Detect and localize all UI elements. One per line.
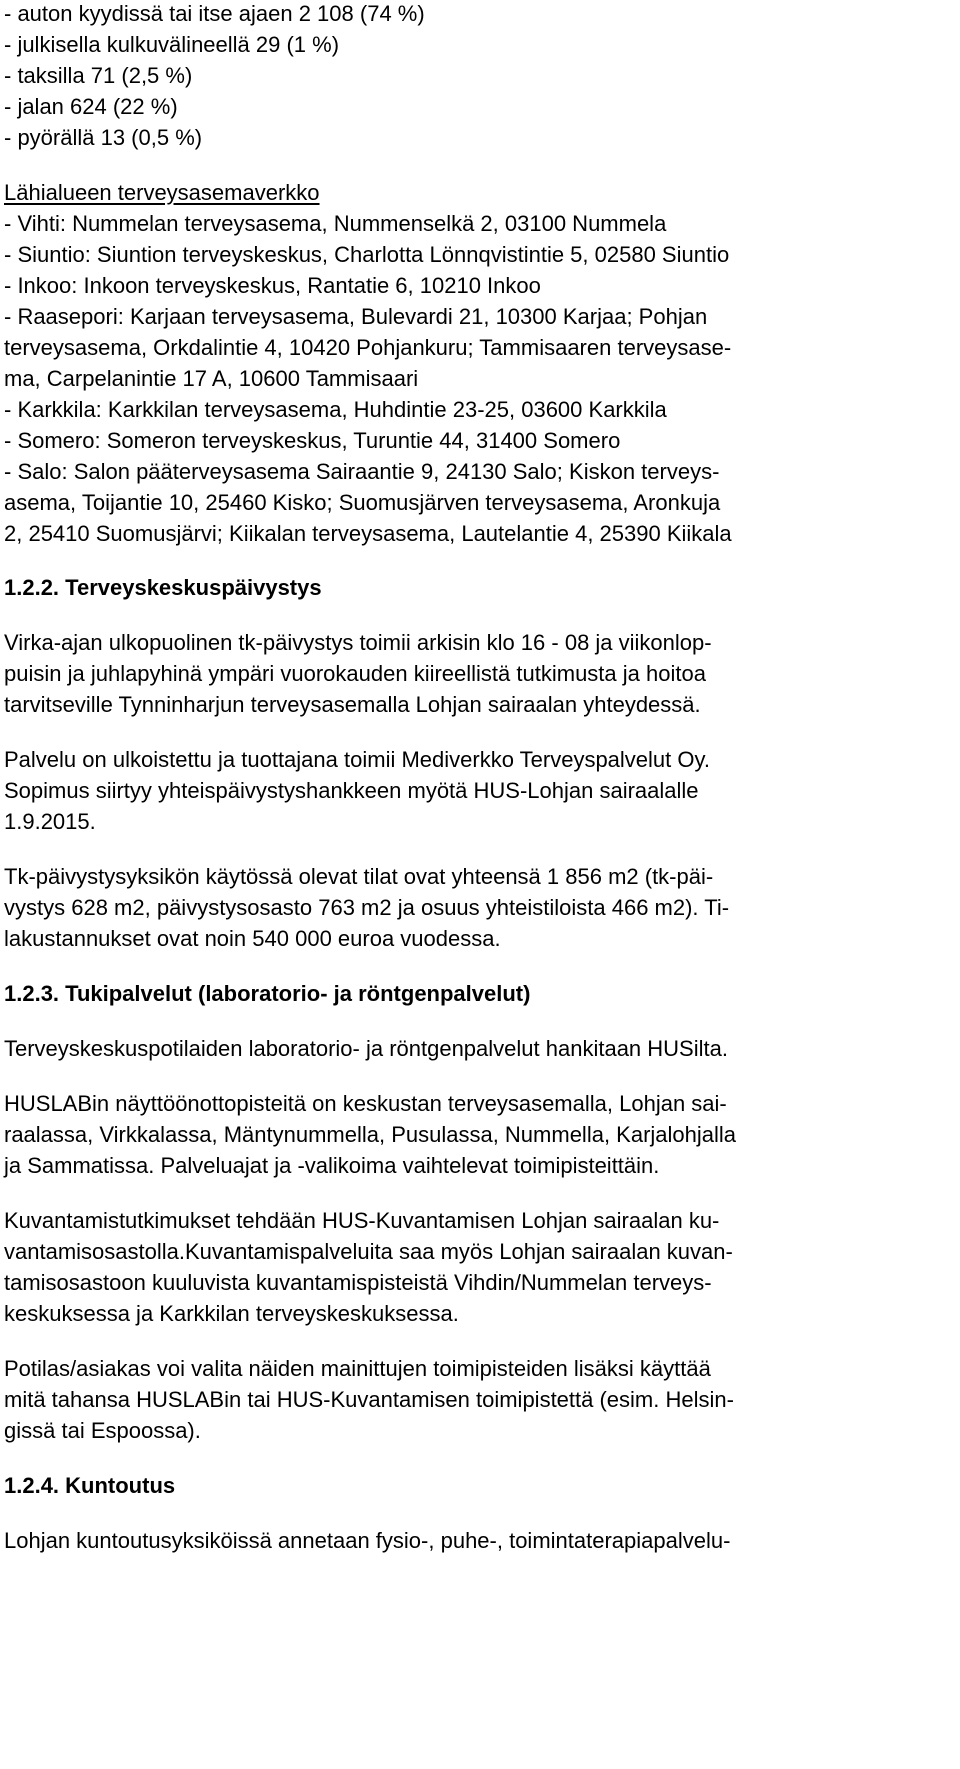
network-line: ma, Carpelanintie 17 A, 10600 Tammisaari — [4, 366, 419, 391]
network-line: - Vihti: Nummelan terveysasema, Nummenselkä 2, 03100 Nummela — [4, 211, 667, 236]
section-heading-1-2-4: 1.2.4. Kuntoutus — [4, 1473, 176, 1498]
section-heading-1-2-3: 1.2.3. Tukipalvelut (laboratorio- ja röntgenpalvelut) — [4, 981, 531, 1006]
paragraph-line: puisin ja juhlapyhinä ympäri vuorokauden kiireellistä tutkimusta ja hoitoa — [4, 661, 706, 686]
paragraph-line: vystys 628 m2, päivystysosasto 763 m2 ja osuus yhteistiloista 466 m2). Ti- — [4, 895, 730, 920]
paragraph-line: Terveyskeskuspotilaiden laboratorio- ja röntgenpalvelut hankitaan HUSilta. — [4, 1036, 728, 1061]
network-line: - Salo: Salon pääterveysasema Sairaantie 9, 24130 Salo; Kiskon terveys- — [4, 459, 720, 484]
paragraph-line: Potilas/asiakas voi valita näiden mainittujen toimipisteiden lisäksi käyttää — [4, 1356, 711, 1381]
network-line: 2, 25410 Suomusjärvi; Kiikalan terveysasema, Lautelantie 4, 25390 Kiikala — [4, 521, 732, 546]
paragraph-line: Palvelu on ulkoistettu ja tuottajana toimii Mediverkko Terveyspalvelut Oy. — [4, 747, 710, 772]
mode-line: - julkisella kulkuvälineellä 29 (1 %) — [4, 32, 340, 57]
paragraph-line: Sopimus siirtyy yhteispäivystyshankkeen myötä HUS-Lohjan sairaalalle — [4, 778, 699, 803]
paragraph-line: HUSLABin näyttöönottopisteitä on keskustan terveysasemalla, Lohjan sai- — [4, 1091, 727, 1116]
paragraph-line: keskuksessa ja Karkkilan terveyskeskuksessa. — [4, 1301, 459, 1326]
paragraph-line: tamisosastoon kuuluvista kuvantamispisteistä Vihdin/Nummelan terveys- — [4, 1270, 712, 1295]
network-line: terveysasema, Orkdalintie 4, 10420 Pohjankuru; Tammisaaren terveysase- — [4, 335, 732, 360]
paragraph-line: tarvitseville Tynninharjun terveysasemalla Lohjan sairaalan yhteydessä. — [4, 692, 701, 717]
network-line: - Somero: Someron terveyskeskus, Turuntie 44, 31400 Somero — [4, 428, 621, 453]
paragraph-line: gissä tai Espoossa). — [4, 1418, 201, 1443]
mode-line: - jalan 624 (22 %) — [4, 94, 178, 119]
network-line: - Raasepori: Karjaan terveysasema, Bulevardi 21, 10300 Karjaa; Pohjan — [4, 304, 708, 329]
network-line: - Karkkila: Karkkilan terveysasema, Huhdintie 23-25, 03600 Karkkila — [4, 397, 667, 422]
network-line: - Inkoo: Inkoon terveyskeskus, Rantatie 6, 10210 Inkoo — [4, 273, 541, 298]
network-line: asema, Toijantie 10, 25460 Kisko; Suomusjärven terveysasema, Aronkuja — [4, 490, 721, 515]
paragraph-line: vantamisosastolla.Kuvantamispalveluita saa myös Lohjan sairaalan kuvan- — [4, 1239, 733, 1264]
mode-line: - auton kyydissä tai itse ajaen 2 108 (74 %) — [4, 1, 425, 26]
mode-line: - pyörällä 13 (0,5 %) — [4, 125, 203, 150]
network-heading: Lähialueen terveysasemaverkko — [4, 180, 320, 205]
paragraph-line: Tk-päivystysyksikön käytössä olevat tilat ovat yhteensä 1 856 m2 (tk-päi- — [4, 864, 714, 889]
paragraph-line: Kuvantamistutkimukset tehdään HUS-Kuvantamisen Lohjan sairaalan ku- — [4, 1208, 720, 1233]
paragraph-line: raalassa, Virkkalassa, Mäntynummella, Pusulassa, Nummella, Karjalohjalla — [4, 1122, 737, 1147]
paragraph-line: Virka-ajan ulkopuolinen tk-päivystys toimii arkisin klo 16 - 08 ja viikonlop- — [4, 630, 712, 655]
paragraph-line: ja Sammatissa. Palveluajat ja -valikoima vaihtelevat toimipisteittäin. — [4, 1153, 660, 1178]
paragraph-line: 1.9.2015. — [4, 809, 96, 834]
network-line: - Siuntio: Siuntion terveyskeskus, Charlotta Lönnqvistintie 5, 02580 Siuntio — [4, 242, 730, 267]
paragraph-line: Lohjan kuntoutusyksiköissä annetaan fysio-, puhe-, toimintaterapiapalvelu- — [4, 1528, 731, 1553]
section-heading-1-2-2: 1.2.2. Terveyskeskuspäivystys — [4, 575, 322, 600]
paragraph-line: lakustannukset ovat noin 540 000 euroa vuodessa. — [4, 926, 501, 951]
paragraph-line: mitä tahansa HUSLABin tai HUS-Kuvantamisen toimipistettä (esim. Helsin- — [4, 1387, 734, 1412]
mode-line: - taksilla 71 (2,5 %) — [4, 63, 193, 88]
